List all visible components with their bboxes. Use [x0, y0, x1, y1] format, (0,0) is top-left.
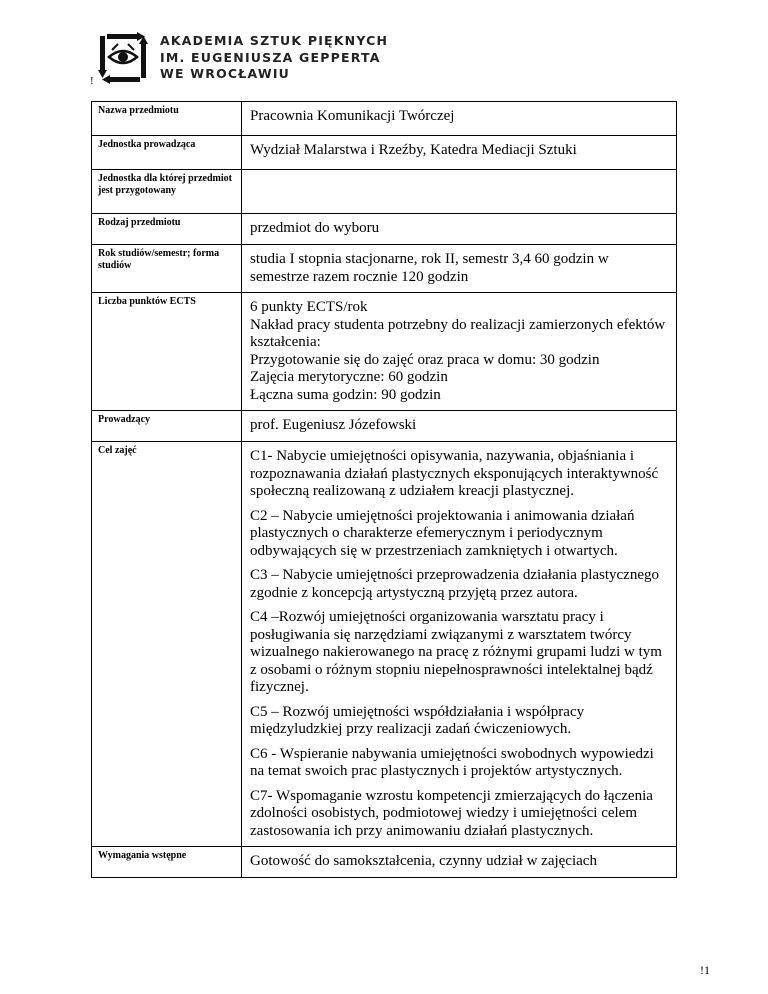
- page-number: !1: [700, 963, 710, 977]
- row-value: [242, 847, 677, 878]
- table-row: [92, 214, 677, 245]
- table-row: [92, 102, 677, 136]
- value-line: Zajęcia merytoryczne: 60 godzin: [250, 369, 448, 385]
- row-label: Prowadzący: [92, 411, 242, 442]
- row-label: Liczba punktów ECTS: [92, 293, 242, 411]
- row-label: Jednostka dla której przedmiot jest przygotowany: [92, 170, 242, 214]
- row-label: Nazwa przedmiotu: [92, 102, 242, 136]
- logo-line-1: AKADEMIA SZTUK PIĘKNYCH: [160, 33, 389, 48]
- goal-paragraph: C2 – Nabycie umiejętności projektowania i animowania działań plastycznych o charakterze efemerycznym i periodycznym odbywających się w przestrzeniach zamkniętych i otwartych.: [250, 507, 635, 559]
- row-value: [242, 102, 677, 136]
- goal-paragraph: C1- Nabycie umiejętności opisywania, nazywania, objaśniania i rozpoznawania działań plastycznych eksponujących interaktywność społeczną realizowaną z udziałem kreacji plastycznej.: [250, 448, 659, 499]
- academy-name: [160, 33, 388, 83]
- value-line: 6 punkty ECTS/rok: [250, 299, 368, 315]
- row-value: [242, 411, 677, 442]
- table-row: [92, 847, 677, 878]
- table-row: [92, 170, 677, 214]
- value-line: Przygotowanie się do zajęć oraz praca w domu: 30 godzin: [250, 351, 600, 368]
- value-line: Pracownia Komunikacji Twórczej: [250, 108, 455, 124]
- table-row: [92, 136, 677, 170]
- logo-line-2: IM. EUGENIUSZA GEPPERTA: [160, 49, 381, 65]
- course-info-table: [91, 101, 677, 878]
- logo-line-3: WE WROCŁAWIU: [160, 66, 291, 81]
- table-row: [92, 442, 677, 847]
- row-label: Wymagania wstępne: [92, 847, 242, 878]
- goal-paragraph: C6 - Wspieranie nabywania umiejętności swobodnych wypowiedzi na temat swoich prac plastycznych i projektów artystycznych.: [250, 745, 654, 779]
- row-value: [242, 170, 677, 214]
- table-row: [92, 245, 677, 293]
- row-value: [242, 136, 677, 170]
- row-value: [242, 442, 677, 847]
- goal-paragraph: C5 – Rozwój umiejętności współdziałania i współpracy międzyludzkiej przy realizacji zadań ćwiczeniowych.: [250, 703, 585, 737]
- academy-logo: [92, 30, 392, 90]
- goal-paragraph: C7- Wspomaganie wzrostu kompetencji zmierzających do łączenia zdolności osobistych, podmiotowej wiedzy i umiejętności celem zastosowania ich przy animowaniu działań plastycznych.: [250, 787, 653, 839]
- value-line: Wydział Malarstwa i Rzeźby, Katedra Mediacji Sztuki: [250, 142, 577, 158]
- row-value: [242, 293, 677, 411]
- row-value: [242, 245, 677, 293]
- value-line: Nakład pracy studenta potrzebny do realizacji zamierzonych efektów kształcenia:: [250, 316, 666, 350]
- goal-paragraph: C4 –Rozwój umiejętności organizowania warsztatu pracy i posługiwania się narzędziami związanymi z warsztatem twórcy wizualnego nakierowanego na pracę z różnymi grupami ludzi w tym z osobami o różnym stopniu niepełnosprawności intelektalnej bądź fizycznej.: [250, 609, 662, 695]
- table-row: [92, 293, 677, 411]
- value-line: Gotowość do samokształcenia, czynny udział w zajęciach: [250, 853, 597, 869]
- value-line: studia I stopnia stacjonarne, rok II, semestr 3,4 60 godzin w semestrze razem rocznie 120 godzin: [250, 251, 609, 285]
- table-row: [92, 411, 677, 442]
- row-label: Rodzaj przedmiotu: [92, 214, 242, 245]
- value-line: prof. Eugeniusz Józefowski: [250, 417, 417, 433]
- value-line: przedmiot do wyboru: [250, 220, 380, 236]
- header-marker: !: [90, 75, 94, 87]
- row-label: Rok studiów/semestr; forma studiów: [92, 245, 242, 293]
- value-line: Łączna suma godzin: 90 godzin: [250, 386, 441, 403]
- goal-paragraph: C3 – Nabycie umiejętności przeprowadzenia działania plastycznego zgodnie z koncepcją artystyczną przyjętą przez autora.: [250, 567, 659, 601]
- academy-emblem-icon: [98, 32, 148, 84]
- row-label: Jednostka prowadząca: [92, 136, 242, 170]
- row-value: [242, 214, 677, 245]
- row-label: Cel zajęć: [92, 442, 242, 847]
